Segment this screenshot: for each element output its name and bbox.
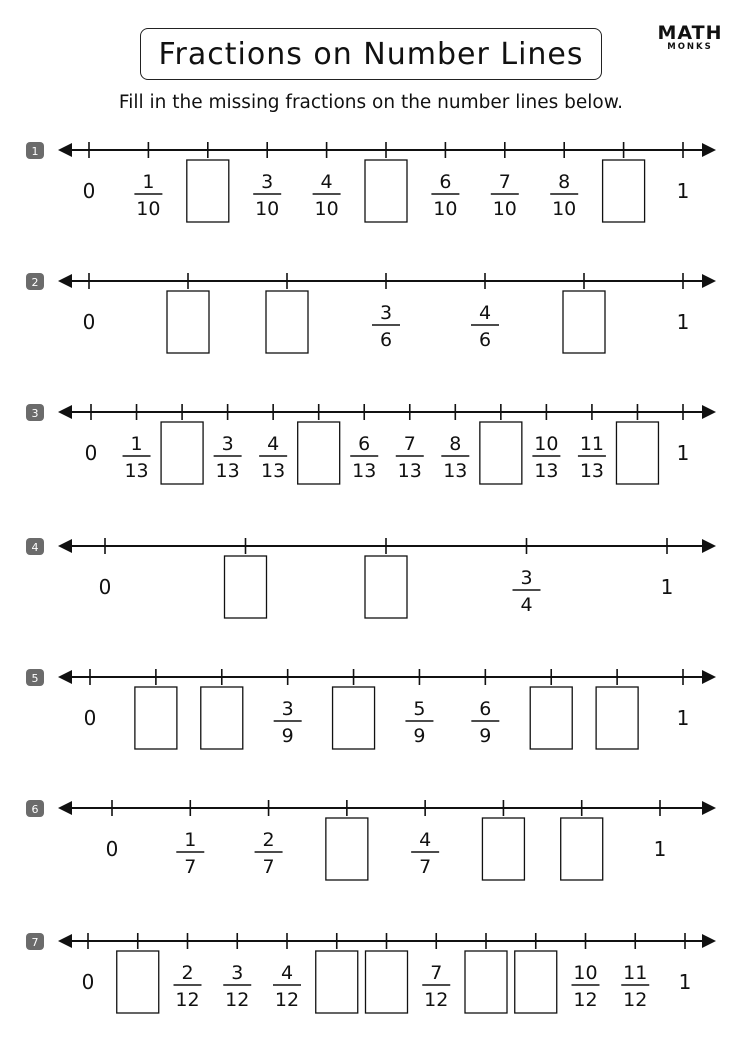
fraction-label: [431, 171, 459, 220]
number-line-5: [26, 669, 716, 749]
fraction-denominator: 12: [175, 989, 200, 1011]
fraction-label: [411, 829, 439, 878]
fraction-numerator: 2: [262, 829, 275, 851]
fraction-denominator: 9: [413, 725, 426, 747]
fraction-label: [123, 433, 151, 482]
fraction-label: [253, 171, 281, 220]
left-arrow-icon: [58, 274, 72, 288]
fraction-label: [214, 433, 242, 482]
problem-number: 1: [31, 145, 39, 158]
right-arrow-icon: [702, 934, 716, 948]
fraction-numerator: 10: [573, 962, 598, 984]
left-arrow-icon: [58, 801, 72, 815]
fraction-denominator: 13: [397, 460, 422, 482]
fraction-denominator: 10: [314, 198, 339, 220]
answer-box[interactable]: [298, 422, 340, 484]
fraction-numerator: 7: [403, 433, 416, 455]
fraction-label: [274, 698, 302, 747]
fraction-denominator: 13: [579, 460, 605, 482]
fraction-denominator: 13: [215, 460, 240, 482]
fraction-numerator: 5: [413, 698, 426, 720]
instruction: Fill in the missing fractions on the number lines below.: [118, 92, 624, 113]
right-arrow-icon: [702, 405, 716, 419]
fraction-label: [422, 962, 450, 1011]
problem-number: 5: [31, 672, 39, 685]
page-title: Fractions on Number Lines: [158, 36, 584, 72]
fraction-label: [396, 433, 424, 482]
fraction-numerator: 3: [221, 433, 234, 455]
number-line-2: [26, 273, 716, 353]
answer-box[interactable]: [616, 422, 658, 484]
fraction-denominator: 12: [573, 989, 598, 1011]
problem-number: 4: [31, 541, 39, 554]
fraction-numerator: 6: [479, 698, 492, 720]
left-arrow-icon: [58, 934, 72, 948]
fraction-denominator: 10: [433, 198, 458, 220]
fraction-label: [223, 962, 251, 1011]
fraction-numerator: 7: [498, 171, 511, 193]
fraction-label: [174, 962, 202, 1011]
whole-number-label: 0: [98, 575, 112, 599]
problem-number: 7: [31, 936, 39, 949]
problem-number: 6: [31, 803, 39, 816]
whole-number-label: 1: [660, 575, 674, 599]
fraction-numerator: 3: [261, 171, 274, 193]
fraction-label: [259, 433, 287, 482]
fraction-denominator: 13: [352, 460, 377, 482]
fraction-label: [621, 962, 649, 1011]
answer-box[interactable]: [167, 291, 209, 353]
answer-box[interactable]: [480, 422, 522, 484]
logo-line-2: MONKS: [667, 42, 713, 52]
fraction-numerator: 3: [520, 567, 533, 589]
whole-number-label: 0: [81, 970, 95, 994]
fraction-denominator: 12: [424, 989, 449, 1011]
fraction-label: [441, 433, 469, 482]
fraction-numerator: 3: [379, 302, 393, 324]
whole-number-label: 0: [82, 179, 96, 203]
answer-box[interactable]: [561, 818, 603, 880]
number-line-6: [26, 800, 716, 880]
answer-box[interactable]: [515, 951, 557, 1013]
left-arrow-icon: [58, 143, 72, 157]
answer-box[interactable]: [530, 687, 572, 749]
left-arrow-icon: [58, 670, 72, 684]
fraction-denominator: 6: [478, 329, 492, 351]
fraction-numerator: 3: [281, 698, 294, 720]
fraction-numerator: 1: [184, 829, 197, 851]
fraction-numerator: 11: [579, 433, 605, 455]
answer-box[interactable]: [266, 291, 308, 353]
whole-number-label: 0: [83, 706, 97, 730]
fraction-numerator: 8: [558, 171, 571, 193]
fraction-denominator: 10: [552, 198, 577, 220]
left-arrow-icon: [58, 539, 72, 553]
number-line-7: [26, 933, 716, 1013]
fraction-numerator: 4: [267, 433, 280, 455]
answer-box[interactable]: [316, 951, 358, 1013]
right-arrow-icon: [702, 274, 716, 288]
right-arrow-icon: [702, 143, 716, 157]
fraction-denominator: 6: [379, 329, 393, 351]
answer-box[interactable]: [201, 687, 243, 749]
fraction-label: [255, 829, 283, 878]
whole-number-label: 0: [82, 310, 96, 334]
whole-number-label: 1: [676, 310, 690, 334]
fraction-numerator: 1: [130, 433, 143, 455]
answer-box[interactable]: [225, 556, 267, 618]
answer-box[interactable]: [563, 291, 605, 353]
fraction-label: [176, 829, 204, 878]
whole-number-label: 1: [676, 179, 690, 203]
fraction-numerator: 7: [430, 962, 443, 984]
fraction-numerator: 4: [280, 962, 294, 984]
fraction-numerator: 2: [181, 962, 194, 984]
fraction-label: [273, 962, 301, 1011]
whole-number-label: 1: [653, 837, 667, 861]
fraction-label: [471, 302, 499, 351]
fraction-label: [313, 171, 341, 220]
fraction-denominator: 12: [623, 989, 648, 1011]
fraction-label: [134, 171, 162, 220]
fraction-denominator: 13: [261, 460, 286, 482]
whole-number-label: 1: [676, 441, 690, 465]
answer-box[interactable]: [187, 160, 229, 222]
fraction-numerator: 4: [478, 302, 492, 324]
answer-box[interactable]: [366, 951, 408, 1013]
fraction-numerator: 11: [623, 962, 648, 984]
answer-box[interactable]: [326, 818, 368, 880]
answer-box[interactable]: [603, 160, 645, 222]
right-arrow-icon: [702, 670, 716, 684]
fraction-denominator: 10: [492, 198, 517, 220]
answer-box[interactable]: [365, 556, 407, 618]
fraction-denominator: 12: [225, 989, 250, 1011]
fraction-label: [350, 433, 378, 482]
fraction-denominator: 13: [534, 460, 559, 482]
answer-box[interactable]: [117, 951, 159, 1013]
fraction-numerator: 1: [142, 171, 155, 193]
number-line-3: [26, 404, 716, 484]
whole-number-label: 0: [84, 441, 98, 465]
fraction-label: [372, 302, 400, 351]
fraction-label: [405, 698, 433, 747]
fraction-denominator: 9: [281, 725, 294, 747]
answer-box[interactable]: [365, 160, 407, 222]
whole-number-label: 1: [678, 970, 692, 994]
fraction-label: [532, 433, 560, 482]
answer-box[interactable]: [135, 687, 177, 749]
fraction-numerator: 3: [231, 962, 244, 984]
answer-box[interactable]: [161, 422, 203, 484]
answer-box[interactable]: [333, 687, 375, 749]
fraction-denominator: 9: [479, 725, 492, 747]
fraction-label: [471, 698, 499, 747]
fraction-numerator: 6: [439, 171, 452, 193]
fraction-denominator: 4: [520, 594, 533, 616]
problem-number: 3: [31, 407, 39, 420]
fraction-label: [491, 171, 519, 220]
logo-line-1: MATH: [657, 22, 723, 44]
fraction-numerator: 10: [534, 433, 559, 455]
fraction-denominator: 13: [124, 460, 149, 482]
answer-box[interactable]: [482, 818, 524, 880]
answer-box[interactable]: [596, 687, 638, 749]
right-arrow-icon: [702, 539, 716, 553]
fraction-numerator: 4: [419, 829, 432, 851]
number-line-1: [26, 142, 716, 222]
fraction-label: [513, 567, 541, 616]
fraction-denominator: 10: [136, 198, 161, 220]
left-arrow-icon: [58, 405, 72, 419]
fraction-label: [550, 171, 578, 220]
whole-number-label: 1: [676, 706, 690, 730]
fraction-denominator: 7: [262, 856, 275, 878]
fraction-label: [578, 433, 606, 482]
fraction-numerator: 4: [320, 171, 333, 193]
number-line-4: [26, 538, 716, 618]
fraction-denominator: 13: [443, 460, 468, 482]
fraction-denominator: 10: [255, 198, 280, 220]
fraction-denominator: 12: [274, 989, 300, 1011]
fraction-numerator: 6: [358, 433, 371, 455]
fraction-denominator: 7: [419, 856, 432, 878]
whole-number-label: 0: [105, 837, 119, 861]
fraction-numerator: 8: [449, 433, 462, 455]
fraction-label: [572, 962, 600, 1011]
answer-box[interactable]: [465, 951, 507, 1013]
problem-number: 2: [31, 276, 39, 289]
right-arrow-icon: [702, 801, 716, 815]
fraction-denominator: 7: [184, 856, 197, 878]
